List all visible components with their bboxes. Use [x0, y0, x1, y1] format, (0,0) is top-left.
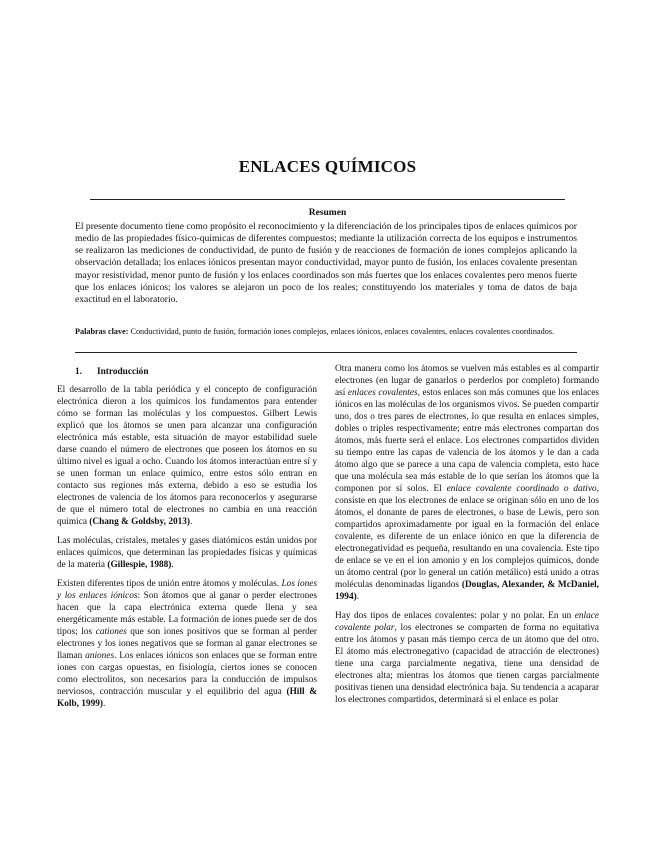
- paragraph: [335, 610, 599, 706]
- left-column: [57, 366, 317, 717]
- emphasis: Los iones y los enlaces iónicos: [57, 579, 318, 601]
- citation: (Chang & Goldsby, 2013): [89, 517, 191, 527]
- section-title: Introducción: [97, 367, 149, 377]
- keywords-text: Conductividad, punto de fusión, formación iones complejos, enlaces iónicos, enlaces covalentes, enlaces covalentes coordinados.: [130, 327, 555, 336]
- citation: (Gillespie, 1988): [107, 560, 172, 570]
- paragraph: Las moléculas, cristales, metales y gases diatómicos están unidos por enlaces químicos, que determinan las propiedades físicas y químicas de la materia (Gillespie, 1988).: [57, 536, 317, 570]
- paragraph: El desarrollo de la tabla periódica y el concepto de configuración electrónica dieron a los químicos los fundamentos para entender cómo se forman las moléculas y los compuestos. Gilbert Lewis explicó que los átomos se unen para alcanzar una configuración electrónica más estable, esta situación de mayor estabilidad suele darse cuando el número de electrones que poseen los átomos en su último nivel es igual a ocho. Cuando los átomos interactúan entre sí y se unen forman un enlace químico, entre estos sólo entran en contacto sus regiones más externa, debido a eso se estudia los electrones de valencia de los átomos para reconocerlos y asegurarse de que el número total de electrones no cambia en una reacción química (Chang & Goldsby, 2013).: [57, 385, 317, 527]
- abstract-heading: Resumen: [308, 208, 347, 218]
- emphasis: enlace covalente coordinado o dativo: [446, 484, 597, 494]
- abstract-text: El presente documento tiene como propósito el reconocimiento y la diferenciación de los principales tipos de enlaces químicos por medio de las propiedades físico-químicas de diferentes compuestos; mediante la utilización correcta de los equipos e instrumentos se realizaron las mediciones de conductividad, de punto de fusión y de reacciones de formación de iones complejos aplicando la observación detallada; los enlaces iónicos presentan mayor conductividad, mayor punto de fusión, los enlaces covalente presentan mayor resistividad, menor punto de fusión y los enlaces coordinados son más fuertes que los enlaces covalentes pero menos fuerte que los enlaces iónicos; los valores se alejaron un poco de los reales; constituyendo los materiales y toma de datos de baja exactitud en el laboratorio.: [75, 221, 577, 305]
- section-number: 1.: [75, 367, 82, 377]
- right-column: [335, 363, 599, 713]
- keywords-label: Palabras clave:: [75, 327, 129, 336]
- paragraph-text: El desarrollo de la tabla periódica y el concepto de configuración electrónica dieron a los químicos los fundamentos para entender cómo se forman las moléculas y los compuestos. Gilbert Lewis explicó que los átomos se unen para alcanzar una configuración electrónica más estable, esta situación de mayor estabilidad suele darse cuando el número de electrones que poseen los átomos en su último nivel es igual a ocho. Cuando los átomos interactúan entre sí y se unen forman un enlace químico, entre estos sólo entran en contacto sus regiones más externa, debido a eso se estudia los electrones de valencia de los átomos para reconocerlos y asegurarse de que el número total de electrones no cambia en una reacción química: [57, 385, 317, 527]
- paragraph-text: , los electrones se comparten de forma no equitativa entre los átomos y pasan más tiempo cerca de un átomo que del otro. El átomo más electronegativo (capacidad de atracción de electrones) tiene una carga parcialmente negativa, tiene una densidad de electrones alta; mientras los átomos que tienen cargas parcialmente positivas tienen una densidad electrónica baja. Su tendencia a acaparar los electrones compartidos, determinará si el enlace es polar: [335, 623, 599, 705]
- paragraph-text: que son iones positivos que se forman al perder electrones y los iones negativos que se forman al ganar electrones se llaman: [57, 627, 317, 661]
- abstract-divider: [75, 352, 577, 353]
- citation: (Douglas, Alexander, & McDaniel, 1994): [335, 580, 599, 602]
- emphasis: enlace covalente polar: [335, 611, 599, 633]
- paragraph: Otra manera como los átomos se vuelven más estables es al compartir electrones (en lugar de ganarlos o perderlos por completo) formando así enlaces covalentes, estos enlaces son más comunes que los enlaces iónicos en las moléculas de los organismos vivos. Se pueden compartir uno, dos o tres pares de electrones, lo que resulta en enlaces simples, dobles o triples respectivamente; entre más electrones compartan dos átomos, más fuerte será el enlace. Los electrones compartidos dividen su tiempo entre las capas de valencia de los átomos y le dan a cada átomo algo que se parece a una capa de valencia completa, esto hace que una molécula sea más estable de lo que serían los átomos que la componen por sí solos. El enlace covalente coordinado o dativo, consiste en que los electrones de enlace se originan sólo en uno de los átomos, el donante de pares de electrones, o base de Lewis, pero son compartidos aproximadamente por igual en la formación del enlace covalente, es diferente de un enlace iónico en que la diferencia de electronegatividad es pequeña, resultando en una covalencia. Este tipo de enlace se ve en el ion amonio y en los complejos químicos, donde un átomo central (por lo general un catión metálico) está unido a otras moléculas denominadas ligandos (Douglas, Alexander, & McDaniel, 1994).: [335, 364, 600, 602]
- keywords: [75, 326, 577, 337]
- citation: (Hill & Kolb, 1999): [57, 687, 317, 709]
- paragraph-text: , consiste en que los electrones de enlace se originan sólo en uno de los átomos, el donante de pares de electrones, o base de Lewis, pero son compartidos aproximadamente por igual en la formación del enlace covalente, es diferente de un enlace iónico en que la diferencia de electronegatividad es pequeña, resultando en una covalencia. Este tipo de enlace se ve en el ion amonio y en los complejos químicos, donde un átomo central (por lo general un catión metálico) está unido a otras moléculas denominadas ligandos: [335, 484, 599, 590]
- paragraph-text: Existen diferentes tipos de unión entre átomos y moléculas.: [57, 579, 282, 589]
- paragraph-text: Otra manera como los átomos se vuelven más estables es al compartir electrones (en lugar de ganarlos o perderlos por completo) formando así: [335, 364, 599, 398]
- emphasis: cationes: [95, 627, 127, 637]
- title-divider: [90, 199, 565, 200]
- paragraph: Existen diferentes tipos de unión entre átomos y moléculas. Los iones y los enlaces iónicos: Son átomos que al ganar o perder electrones hacen que la capa electrónica externa quede llena y sea energéticamente más estable. La formación de iones puede ser de dos tipos; los cationes que son iones positivos que se forman al perder electrones y los iones negativos que se forman al ganar electrones se llaman aniones. Los enlaces iónicos son enlaces que se forman entre iones con cargas opuestas, en fisiología, ciertos iones se conocen como electrolitos, son necesarios para la conducción de impulsos nerviosos, contracción muscular y el equilibrio del agua (Hill & Kolb, 1999).: [57, 579, 318, 709]
- paragraph-text: . Los enlaces iónicos son enlaces que se forman entre iones con cargas opuestas, en fisiología, ciertos iones se conocen como electrolitos, son necesarios para la conducción de impulsos nerviosos, contracción muscular y el equilibrio del agua: [57, 651, 318, 697]
- page-title: ENLACES QUÍMICOS: [238, 157, 417, 176]
- paragraph-text: , estos enlaces son más comunes que los enlaces iónicos en las moléculas de los organismos vivos. Se pueden compartir uno, dos o tres pares de electrones, lo que resulta en enlaces simples, dobles o triples respectivamente; entre más electrones compartan dos átomos, más fuerte será el enlace. Los electrones compartidos dividen su tiempo entre las capas de valencia de los átomos y le dan a cada átomo algo que se parece a una capa de valencia completa, esto hace que una molécula sea más estable de lo que serían los átomos que la componen por sí solos. El: [335, 388, 600, 494]
- emphasis: aniones: [85, 651, 115, 661]
- emphasis: enlaces covalentes: [347, 388, 418, 398]
- paragraph-text: Hay dos tipos de enlaces covalentes: polar y no polar. En un: [335, 611, 575, 621]
- paragraph-text: Las moléculas, cristales, metales y gases diatómicos están unidos por enlaces químicos, que determinan las propiedades físicas y químicas de la materia: [57, 536, 317, 570]
- paragraph-text: : Son átomos que al ganar o perder electrones hacen que la capa electrónica externa quede llena y sea energéticamente más estable. La formación de iones puede ser de dos tipos; los: [57, 591, 317, 637]
- section-heading: [57, 366, 317, 378]
